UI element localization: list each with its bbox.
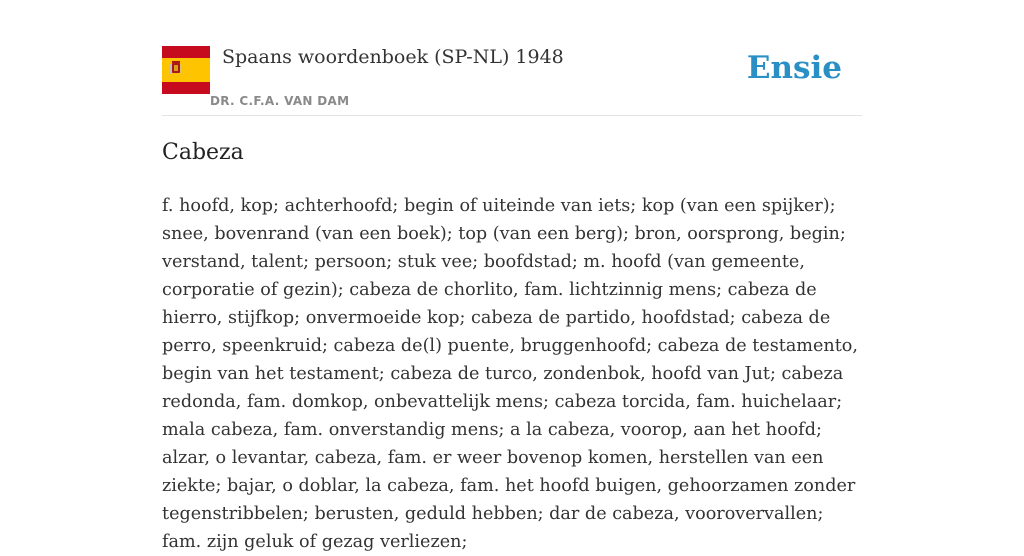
- dictionary-header: [162, 46, 862, 116]
- header-divider: [162, 115, 862, 116]
- spain-flag-icon: [162, 46, 210, 94]
- ensie-logo[interactable]: Ensie: [746, 50, 842, 86]
- entry-word: Cabeza: [162, 140, 244, 165]
- dictionary-title[interactable]: Spaans woordenboek (SP-NL) 1948: [222, 46, 564, 68]
- entry-definition: f. hoofd, kop; achterhoofd; begin of uiteinde van iets; kop (van een spijker); snee, bovenrand (van een boek); top (van een berg); bron, oorsprong, begin; verstand, talent; persoon; stuk vee; boofdstad; m. hoofd (van gemeente, corporatie of gezin); cabeza de chorlito, fam. lichtzinnig mens; cabeza de hierro, stijfkop; onvermoeide kop; cabeza de partido, hoofdstad; cabeza de perro, speenkruid; cabeza de(l) puente, bruggenhoofd; cabeza de testamento, begin van het testament; cabeza de turco, zondenbok, hoofd van Jut; cabeza redonda, fam. domkop, onbevattelijk mens; cabeza torcida, fam. huichelaar; mala cabeza, fam. onverstandig mens; a la cabeza, voorop, aan het hoofd; alzar, o levantar, cabeza, fam. er weer bovenop komen, herstellen van een ziekte; bajar, o doblar, la cabeza, fam. het hoofd buigen, gehoorzamen zonder tegenstribbelen; berusten, geduld hebben; dar de cabeza, voorovervallen; fam. zijn geluk of gezag verliezen;: [162, 196, 858, 552]
- dictionary-author[interactable]: DR. C.F.A. VAN DAM: [210, 94, 350, 108]
